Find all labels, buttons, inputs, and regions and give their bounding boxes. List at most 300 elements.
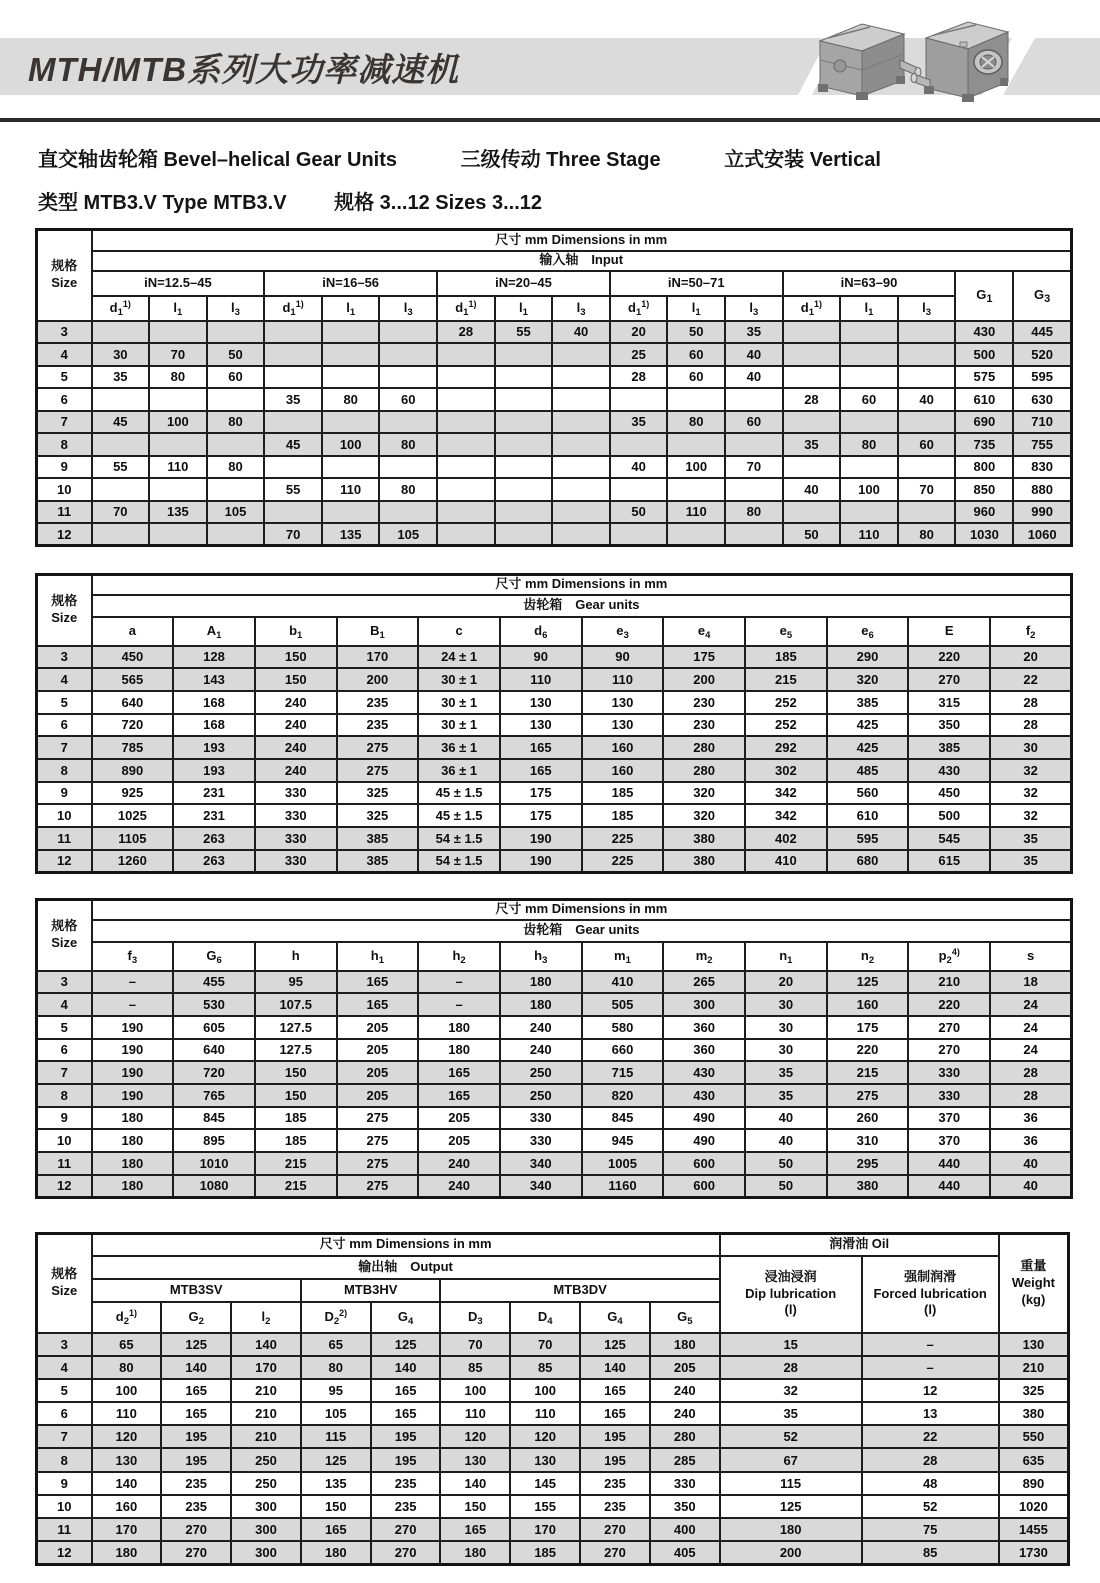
size-cell: 3 — [37, 971, 92, 994]
data-cell: 240 — [650, 1379, 720, 1402]
data-cell: 1080 — [173, 1175, 255, 1198]
data-cell — [610, 478, 668, 501]
table-row — [37, 827, 1072, 850]
data-cell: 360 — [663, 1016, 745, 1039]
data-cell — [264, 411, 322, 434]
header-cell: $G_1$ — [955, 271, 1013, 321]
data-cell: 235 — [337, 714, 419, 737]
data-cell: 36 ± 1 — [418, 759, 500, 782]
header-cell: $l_3$ — [379, 296, 437, 321]
data-cell: 32 — [990, 782, 1072, 805]
header-cell: $l_1$ — [322, 296, 380, 321]
data-cell: 36 — [990, 1129, 1072, 1152]
data-cell: 215 — [255, 1175, 337, 1198]
table-row — [37, 782, 1072, 805]
size-cell: 4 — [37, 668, 92, 691]
data-cell: 735 — [955, 433, 1013, 456]
data-cell: 45 ± 1.5 — [418, 782, 500, 805]
data-cell — [898, 411, 956, 434]
data-cell — [552, 388, 610, 411]
data-cell — [610, 523, 668, 546]
header-cell: iN=63–90 — [783, 271, 956, 296]
data-cell: 1010 — [173, 1152, 255, 1175]
data-cell: 231 — [173, 782, 255, 805]
data-cell: 205 — [418, 1129, 500, 1152]
data-cell: 24 — [990, 1039, 1072, 1062]
data-cell — [725, 478, 783, 501]
data-cell: 80 — [725, 501, 783, 524]
data-cell: 110 — [510, 1402, 580, 1425]
data-cell — [322, 366, 380, 389]
data-cell: 430 — [663, 1084, 745, 1107]
data-cell: 210 — [908, 971, 990, 994]
data-cell — [379, 411, 437, 434]
data-cell: 205 — [418, 1107, 500, 1130]
data-cell: 400 — [650, 1518, 720, 1541]
header-cell: MTB3SV — [92, 1279, 301, 1302]
data-cell: 150 — [255, 646, 337, 669]
table-row — [37, 691, 1072, 714]
data-cell: 40 — [725, 343, 783, 366]
table-row — [37, 1039, 1072, 1062]
data-cell — [207, 523, 265, 546]
header-cell: $d_1^{1)}$ — [610, 296, 668, 321]
data-cell: 105 — [207, 501, 265, 524]
data-cell: 350 — [650, 1495, 720, 1518]
data-cell: 36 ± 1 — [418, 736, 500, 759]
data-cell — [667, 523, 725, 546]
data-cell: 410 — [582, 971, 664, 994]
data-cell: 125 — [301, 1448, 371, 1471]
data-cell: 35 — [610, 411, 668, 434]
data-cell: 500 — [955, 343, 1013, 366]
header-cell: $e_4$ — [663, 617, 745, 646]
header-cell: 输出轴 Output — [92, 1256, 720, 1279]
data-cell: 35 — [783, 433, 841, 456]
data-cell: 660 — [582, 1039, 664, 1062]
mounting-label: 立式安装 Vertical — [724, 149, 881, 171]
data-cell: 30 — [745, 993, 827, 1016]
data-cell — [898, 321, 956, 344]
data-cell: 175 — [827, 1016, 909, 1039]
data-cell — [552, 343, 610, 366]
data-cell — [379, 343, 437, 366]
gear-unit-product-images — [810, 8, 1010, 114]
data-cell: 155 — [510, 1495, 580, 1518]
header-cell: $G_5$ — [650, 1302, 720, 1333]
data-cell — [840, 411, 898, 434]
data-cell: 70 — [149, 343, 207, 366]
data-cell: 130 — [582, 691, 664, 714]
data-cell — [149, 478, 207, 501]
data-cell: 402 — [745, 827, 827, 850]
data-cell: 52 — [720, 1425, 862, 1448]
data-cell: 50 — [610, 501, 668, 524]
data-cell: 180 — [301, 1541, 371, 1564]
data-cell: 850 — [955, 478, 1013, 501]
data-cell: 310 — [827, 1129, 909, 1152]
data-cell: 165 — [161, 1402, 231, 1425]
data-cell: 80 — [207, 456, 265, 479]
data-cell: 135 — [322, 523, 380, 546]
data-cell: 180 — [92, 1152, 174, 1175]
data-cell: 110 — [840, 523, 898, 546]
data-cell: 90 — [582, 646, 664, 669]
data-cell — [552, 366, 610, 389]
data-cell: 205 — [337, 1039, 419, 1062]
header-cell: $d_1^{1)}$ — [92, 296, 150, 321]
size-cell: 11 — [37, 501, 92, 524]
data-cell: 40 — [898, 388, 956, 411]
data-cell: 252 — [745, 714, 827, 737]
data-cell: 275 — [337, 1129, 419, 1152]
data-cell — [840, 321, 898, 344]
data-cell: – — [92, 971, 174, 994]
size-cell: 6 — [37, 1039, 92, 1062]
data-cell: 55 — [92, 456, 150, 479]
data-cell: 55 — [495, 321, 553, 344]
header-cell: $d_1^{1)}$ — [264, 296, 322, 321]
gear-unit-dimensions-table-2-container — [35, 898, 1073, 1199]
data-cell: 165 — [418, 1061, 500, 1084]
data-cell: 350 — [908, 714, 990, 737]
data-cell: 195 — [161, 1448, 231, 1471]
data-cell: 890 — [92, 759, 174, 782]
data-cell: 115 — [301, 1425, 371, 1448]
data-cell: 250 — [500, 1061, 582, 1084]
data-cell: 125 — [580, 1333, 650, 1356]
data-cell: 240 — [255, 736, 337, 759]
header-cell: $G_4$ — [580, 1302, 650, 1333]
header-cell: iN=16–56 — [264, 271, 437, 296]
data-cell: 35 — [264, 388, 322, 411]
data-cell: 100 — [667, 456, 725, 479]
data-cell: 160 — [582, 736, 664, 759]
data-cell: 30 — [92, 343, 150, 366]
data-cell: 1160 — [582, 1175, 664, 1198]
data-cell: 145 — [510, 1472, 580, 1495]
data-cell: 240 — [255, 759, 337, 782]
data-cell: 180 — [418, 1016, 500, 1039]
data-cell — [667, 388, 725, 411]
data-cell: 80 — [667, 411, 725, 434]
data-cell: 40 — [610, 456, 668, 479]
data-cell: 360 — [663, 1039, 745, 1062]
data-cell: 330 — [255, 782, 337, 805]
data-cell: 270 — [580, 1518, 650, 1541]
data-cell: 20 — [990, 646, 1072, 669]
data-cell: 50 — [667, 321, 725, 344]
data-cell: 80 — [840, 433, 898, 456]
data-cell — [610, 433, 668, 456]
data-cell: 100 — [840, 478, 898, 501]
header-row — [37, 595, 1072, 617]
data-cell: – — [418, 971, 500, 994]
data-cell: 28 — [990, 714, 1072, 737]
data-cell: 40 — [745, 1107, 827, 1130]
data-cell: 35 — [990, 827, 1072, 850]
data-cell: 530 — [173, 993, 255, 1016]
data-cell: 90 — [500, 646, 582, 669]
data-cell — [840, 501, 898, 524]
data-cell: 28 — [862, 1448, 999, 1471]
data-cell: 250 — [231, 1472, 301, 1495]
size-cell: 3 — [37, 321, 92, 344]
data-cell: 135 — [149, 501, 207, 524]
data-cell: 180 — [92, 1107, 174, 1130]
data-cell: 165 — [337, 971, 419, 994]
size-cell: 6 — [37, 388, 92, 411]
input-dimensions-table-container — [35, 228, 1073, 547]
data-cell — [495, 501, 553, 524]
data-cell: 160 — [582, 759, 664, 782]
data-cell: 65 — [301, 1333, 371, 1356]
data-cell: 100 — [440, 1379, 510, 1402]
data-cell: 65 — [92, 1333, 162, 1356]
data-cell — [783, 501, 841, 524]
data-cell: 575 — [955, 366, 1013, 389]
output-oil-weight-table-container — [35, 1232, 1070, 1566]
data-cell — [552, 411, 610, 434]
data-cell: 490 — [663, 1107, 745, 1130]
data-cell: 720 — [173, 1061, 255, 1084]
data-cell: 110 — [92, 1402, 162, 1425]
data-cell: 325 — [337, 804, 419, 827]
data-cell: 325 — [999, 1379, 1069, 1402]
size-cell: 10 — [37, 1495, 92, 1518]
data-cell: 60 — [725, 411, 783, 434]
size-header: 规格 Size — [37, 230, 92, 321]
data-cell: 28 — [437, 321, 495, 344]
data-cell — [898, 501, 956, 524]
data-cell — [783, 411, 841, 434]
data-cell: 170 — [337, 646, 419, 669]
banner-bar-corner-segment — [1000, 38, 1100, 95]
table-row — [37, 759, 1072, 782]
data-cell: 130 — [582, 714, 664, 737]
stage-label: 三级传动 Three Stage — [460, 149, 661, 171]
data-cell — [207, 321, 265, 344]
data-cell: 205 — [337, 1061, 419, 1084]
data-cell: 1030 — [955, 523, 1013, 546]
data-cell: 635 — [999, 1448, 1069, 1471]
data-cell: 545 — [908, 827, 990, 850]
data-cell: 755 — [1013, 433, 1071, 456]
data-cell: 690 — [955, 411, 1013, 434]
data-cell: 235 — [580, 1472, 650, 1495]
data-cell: 330 — [255, 804, 337, 827]
data-cell: 40 — [990, 1152, 1072, 1175]
data-cell: 45 ± 1.5 — [418, 804, 500, 827]
header-cell: $d_1^{1)}$ — [783, 296, 841, 321]
data-cell: 580 — [582, 1016, 664, 1039]
table-row — [37, 1495, 1069, 1518]
data-cell: 1730 — [999, 1541, 1069, 1564]
data-cell — [725, 523, 783, 546]
data-cell: 170 — [510, 1518, 580, 1541]
table-row — [37, 1061, 1072, 1084]
table-row — [37, 1175, 1072, 1198]
data-cell: 520 — [1013, 343, 1071, 366]
data-cell — [552, 523, 610, 546]
data-cell: 120 — [92, 1425, 162, 1448]
size-cell: 12 — [37, 850, 92, 873]
data-cell: 75 — [862, 1518, 999, 1541]
table-row — [37, 523, 1072, 546]
header-row — [37, 1256, 1069, 1279]
data-cell: 235 — [371, 1472, 441, 1495]
size-cell: 4 — [37, 1356, 92, 1379]
data-cell: 200 — [720, 1541, 862, 1564]
data-cell: 22 — [862, 1425, 999, 1448]
data-cell: 485 — [827, 759, 909, 782]
data-cell: 830 — [1013, 456, 1071, 479]
data-cell: 190 — [500, 850, 582, 873]
data-cell: 425 — [827, 714, 909, 737]
data-cell: 300 — [231, 1495, 301, 1518]
data-cell: 35 — [92, 366, 150, 389]
size-cell: 11 — [37, 827, 92, 850]
data-cell: 190 — [92, 1061, 174, 1084]
gear-type-label: 直交轴齿轮箱 Bevel–helical Gear Units — [38, 149, 398, 171]
data-cell: 70 — [92, 501, 150, 524]
data-cell: 160 — [92, 1495, 162, 1518]
data-cell: 24 — [990, 1016, 1072, 1039]
data-cell — [437, 388, 495, 411]
sizes-label: 规格 3...12 Sizes 3...12 — [334, 192, 542, 214]
data-cell: 110 — [582, 668, 664, 691]
header-cell: a — [92, 617, 174, 646]
data-cell: 130 — [440, 1448, 510, 1471]
data-cell: 880 — [1013, 478, 1071, 501]
header-cell: $e_3$ — [582, 617, 664, 646]
header-cell: 润滑油 Oil — [720, 1234, 999, 1256]
data-cell: 165 — [337, 993, 419, 1016]
size-cell: 9 — [37, 1472, 92, 1495]
data-cell: 330 — [500, 1107, 582, 1130]
size-cell: 12 — [37, 1541, 92, 1564]
header-cell: $l_3$ — [898, 296, 956, 321]
data-cell: 28 — [990, 1061, 1072, 1084]
data-cell: 430 — [908, 759, 990, 782]
data-cell: 190 — [92, 1084, 174, 1107]
size-cell: 9 — [37, 782, 92, 805]
data-cell: 200 — [663, 668, 745, 691]
header-cell: $D_2^{2)}$ — [301, 1302, 371, 1333]
data-cell: 600 — [663, 1152, 745, 1175]
data-cell: 230 — [663, 691, 745, 714]
intro-line-2 — [38, 186, 542, 215]
data-cell: 190 — [92, 1039, 174, 1062]
data-cell — [552, 456, 610, 479]
data-cell: 715 — [582, 1061, 664, 1084]
data-cell: 127.5 — [255, 1039, 337, 1062]
data-cell: 50 — [745, 1152, 827, 1175]
header-row — [37, 575, 1072, 595]
data-cell: 275 — [337, 1152, 419, 1175]
header-cell: $f_3$ — [92, 942, 174, 971]
data-cell: 140 — [371, 1356, 441, 1379]
header-cell: $m_1$ — [582, 942, 664, 971]
data-cell — [437, 478, 495, 501]
data-cell: 235 — [337, 691, 419, 714]
data-cell: 24 — [990, 993, 1072, 1016]
data-cell — [149, 321, 207, 344]
header-cell: h — [255, 942, 337, 971]
data-cell: 165 — [580, 1379, 650, 1402]
data-cell: 630 — [1013, 388, 1071, 411]
data-cell — [379, 501, 437, 524]
size-cell: 7 — [37, 1425, 92, 1448]
data-cell: 240 — [418, 1152, 500, 1175]
header-cell: 输入轴 Input — [92, 251, 1072, 271]
table-row — [37, 433, 1072, 456]
data-cell: 385 — [337, 827, 419, 850]
data-cell — [92, 433, 150, 456]
header-row — [37, 617, 1072, 646]
data-cell — [92, 388, 150, 411]
table-row — [37, 1472, 1069, 1495]
size-cell: 5 — [37, 1379, 92, 1402]
header-cell: $l_1$ — [495, 296, 553, 321]
table-row — [37, 1402, 1069, 1425]
data-cell: 325 — [337, 782, 419, 805]
data-cell: 110 — [149, 456, 207, 479]
data-cell: 205 — [337, 1084, 419, 1107]
data-cell: 275 — [337, 736, 419, 759]
data-cell — [495, 388, 553, 411]
data-cell: 252 — [745, 691, 827, 714]
weight-header: 重量 Weight (kg) — [999, 1234, 1069, 1333]
data-cell: 275 — [827, 1084, 909, 1107]
table-row — [37, 850, 1072, 873]
header-cell: $d_1^{1)}$ — [437, 296, 495, 321]
data-cell: 128 — [173, 646, 255, 669]
header-cell: $d_2^{1)}$ — [92, 1302, 162, 1333]
data-cell — [495, 411, 553, 434]
data-cell: 240 — [500, 1039, 582, 1062]
data-cell: 280 — [663, 736, 745, 759]
data-cell — [379, 321, 437, 344]
data-cell: 270 — [908, 1016, 990, 1039]
data-cell: 925 — [92, 782, 174, 805]
data-cell: 340 — [500, 1175, 582, 1198]
header-cell: E — [908, 617, 990, 646]
data-cell — [322, 321, 380, 344]
data-cell: 150 — [255, 668, 337, 691]
data-cell: 330 — [908, 1061, 990, 1084]
data-cell: 185 — [745, 646, 827, 669]
gear-unit-dimensions-1 — [35, 573, 1073, 874]
data-cell: 24 ± 1 — [418, 646, 500, 669]
data-cell: 30 ± 1 — [418, 691, 500, 714]
header-cell: $G_4$ — [371, 1302, 441, 1333]
header-cell: $l_1$ — [840, 296, 898, 321]
data-cell: 180 — [92, 1175, 174, 1198]
gear-unit-dimensions-table-1-container — [35, 573, 1073, 874]
data-cell: 330 — [255, 850, 337, 873]
size-header: 规格 Size — [37, 900, 92, 971]
data-cell: 565 — [92, 668, 174, 691]
data-cell: 85 — [510, 1356, 580, 1379]
data-cell: 265 — [663, 971, 745, 994]
data-cell: 54 ± 1.5 — [418, 850, 500, 873]
data-cell — [264, 501, 322, 524]
data-cell: 430 — [955, 321, 1013, 344]
data-cell: 275 — [337, 1175, 419, 1198]
data-cell — [552, 433, 610, 456]
data-cell: 165 — [371, 1402, 441, 1425]
